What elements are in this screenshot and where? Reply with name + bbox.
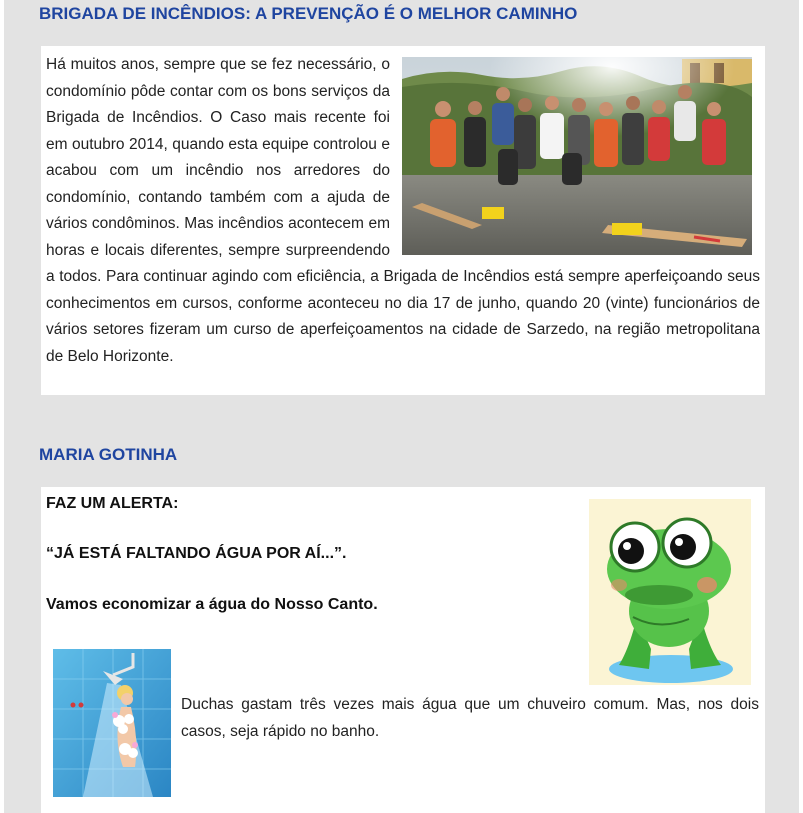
section-title-maria-gotinha: MARIA GOTINHA (39, 445, 178, 464)
maria-gotinha-card (41, 487, 765, 813)
shower-tip-text: Duchas gastam três vezes mais água que um chuveiro comum. Mas, nos dois casos, seja rápido no banho. (181, 696, 759, 740)
shower-illustration-icon (53, 649, 171, 797)
brigada-article (46, 52, 760, 370)
section-title-brigada: BRIGADA DE INCÊNDIOS: A PREVENÇÃO É O MELHOR CAMINHO (39, 4, 578, 23)
newsletter-column (4, 0, 799, 813)
brigada-article-card (41, 46, 765, 395)
brigada-article-text: Há muitos anos, sempre que se fez necessário, o condomínio pôde contar com os bons serviços da Brigada de Incêndios. O Caso mais recente foi em outubro 2014, quando esta equipe controlou e acabou com um incêndio nos arredores do condomínio, contando também com a ajuda de vários condôminos. Mas incêndios acontecem em horas e locais diferentes, sempre surpreendendo a todos. Para continuar agindo com eficiência, a Brigada de Incêndios está sempre aperfeiçoando seus conhecimentos em cursos, conforme aconteceu no dia 17 de junho, quando 20 (vinte) funcionários de vários setores fizeram um curso de aperfeiçoamentos na cidade de Sarzedo, na região metropolitana de Belo Horizonte. (46, 56, 760, 365)
brigade-group-photo (402, 57, 752, 255)
alert-call-to-action: Vamos economizar a água do Nosso Canto. (46, 596, 378, 613)
alert-quote: “JÁ ESTÁ FALTANDO ÁGUA POR AÍ...”. (46, 545, 347, 562)
alert-heading: FAZ UM ALERTA: (46, 495, 179, 512)
frog-mascot-icon (589, 499, 751, 685)
